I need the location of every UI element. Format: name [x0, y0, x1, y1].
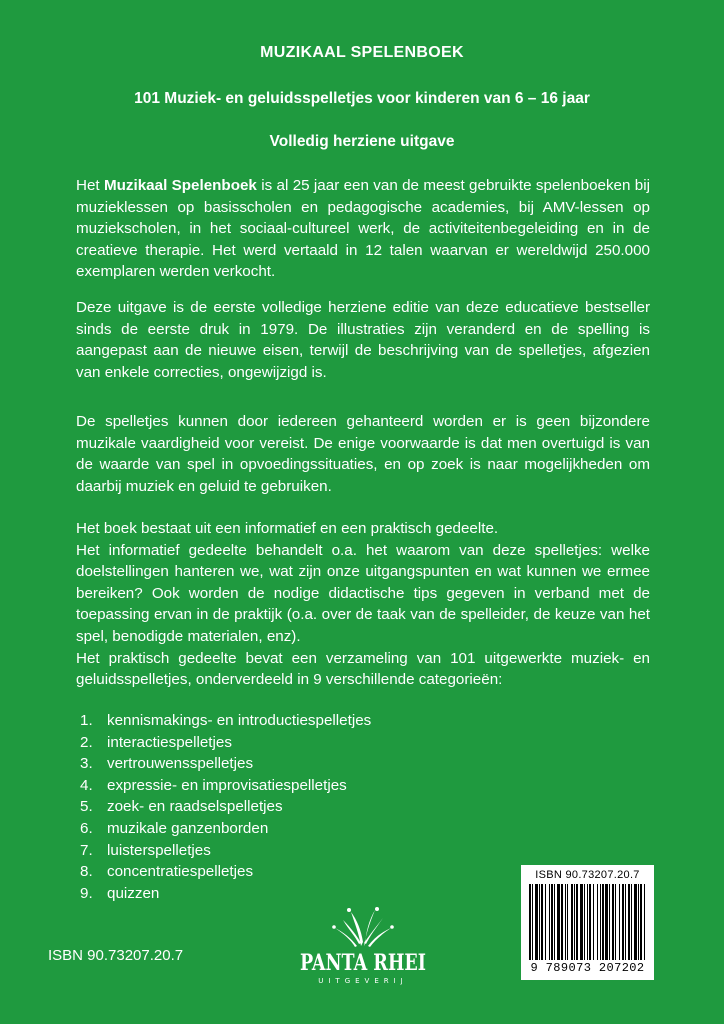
barcode-bar — [532, 884, 533, 960]
barcode-bar — [628, 884, 630, 960]
list-item-label: muzikale ganzenborden — [107, 819, 269, 837]
list-item-label: expressie- en improvisatiespelletjes — [107, 776, 347, 794]
barcode-bar — [565, 884, 566, 960]
barcode-bar — [549, 884, 550, 960]
barcode-bar — [631, 884, 632, 960]
structure-line-2: Het informatief gedeelte behandelt o.a. het waarom van deze spelletjes: welke doelstellingen hanteren we, wat zijn onze uitgangspunten en wat kunnen we ermee bereiken? Ook worden de nodige didactische tips gegeven in verband met de toepassing ervan in de praktijk (o.a. over de taak van de spelleider, de keuze van het spel, benodigde materialen, enz). — [76, 541, 650, 645]
list-item — [80, 732, 371, 754]
list-item-number: 3. — [80, 755, 93, 773]
list-item-label: vertrouwensspelletjes — [107, 755, 254, 773]
barcode-bar — [589, 884, 591, 960]
barcode-bar — [545, 884, 546, 960]
barcode-bar — [574, 884, 575, 960]
barcode-bar — [615, 884, 616, 960]
barcode-bar — [580, 884, 583, 960]
barcode-bar — [567, 884, 568, 960]
intro-paragraph — [76, 175, 650, 283]
barcode-bar — [619, 884, 620, 960]
structure-paragraph — [76, 518, 650, 691]
publisher-logo-subtext: UITGEVERIJ — [318, 977, 408, 985]
list-item-number: 9. — [80, 884, 93, 902]
list-item-label: quizzen — [107, 884, 160, 902]
list-item-label: luisterspelletjes — [107, 841, 211, 859]
usage-paragraph — [76, 411, 650, 497]
list-item — [80, 818, 371, 840]
barcode-bar — [600, 884, 601, 960]
intro-prefix: Het — [76, 177, 104, 194]
list-item — [80, 796, 371, 818]
list-item-label: concentratiespelletjes — [107, 863, 254, 881]
edition-paragraph — [76, 297, 650, 383]
barcode-box — [521, 865, 654, 980]
barcode-bar — [557, 884, 560, 960]
barcode — [529, 884, 646, 960]
list-item-number: 6. — [80, 819, 93, 837]
barcode-bar — [605, 884, 608, 960]
list-item — [80, 753, 371, 775]
publisher-logo-text: PANTA RHEI — [300, 950, 426, 976]
usage-text: De spelletjes kunnen door iedereen gehanteerd worden er is geen bijzondere muzikale vaardigheid voor vereist. De enige voorwaarde is dat men overtuigd is van de waarde van spel in opvoedingssituaties, en op zoek is naar mogelijkheden om daarbij muziek en geluid te gebruiken. — [76, 413, 650, 495]
list-item — [80, 840, 371, 862]
list-item-label: zoek- en raadselspelletjes — [107, 798, 283, 816]
list-item-label: kennismakings- en introductiespelletjes — [107, 712, 372, 729]
barcode-bar — [539, 884, 540, 960]
barcode-bar — [638, 884, 639, 960]
list-item — [80, 775, 371, 797]
barcode-bar — [609, 884, 610, 960]
list-item-number: 2. — [80, 733, 93, 751]
barcode-bar — [554, 884, 555, 960]
intro-rest: is al 25 jaar een van de meest gebruikte spelenboeken bij muzieklessen op basisscholen en pedagogische academies, bij AMV-lessen op muziekscholen, in het sociaal-cultureel werk, de activiteitenbegeleiding en in de creatieve therapie. Het werd vertaald in 12 talen waarvan er wereldwijd 250.000 exemplaren werden verkocht. — [76, 177, 650, 281]
list-item-number: 5. — [80, 798, 93, 816]
barcode-bar — [634, 884, 637, 960]
barcode-bar — [612, 884, 614, 960]
barcode-bar — [571, 884, 573, 960]
list-item-number: 1. — [80, 712, 93, 729]
barcode-bar — [640, 884, 642, 960]
barcode-bar — [593, 884, 594, 960]
isbn-text: ISBN 90.73207.20.7 — [48, 947, 184, 964]
barcode-bar — [541, 884, 543, 960]
barcode-bar — [576, 884, 578, 960]
intro-book-name: Muzikaal Spelenboek — [103, 177, 257, 194]
list-item — [80, 710, 371, 732]
barcode-bar — [535, 884, 538, 960]
barcode-bar — [551, 884, 553, 960]
category-list — [80, 710, 371, 904]
list-item-number: 7. — [80, 841, 93, 859]
list-item — [80, 883, 371, 905]
barcode-bar — [529, 884, 531, 960]
structure-line-3: Het praktisch gedeelte bevat een verzameling van 101 uitgewerkte muziek- en geluidsspelletjes, onderverdeeld in 9 verschillende categorieën: — [76, 649, 650, 689]
list-item — [80, 861, 371, 883]
book-title: MUZIKAAL SPELENBOEK — [260, 44, 464, 61]
barcode-bar — [587, 884, 588, 960]
list-item-number: 8. — [80, 863, 93, 881]
list-item-number: 4. — [80, 776, 93, 794]
barcode-bar — [584, 884, 585, 960]
barcode-bar — [602, 884, 604, 960]
list-item-label: interactiespelletjes — [107, 733, 232, 751]
barcode-bar — [561, 884, 563, 960]
edition-note: Volledig herziene uitgave — [269, 133, 455, 150]
barcode-digits: 9 789073 207202 — [530, 961, 645, 975]
barcode-isbn-label: ISBN 90.73207.20.7 — [535, 869, 640, 881]
barcode-bar — [644, 884, 645, 960]
structure-line-1: Het boek bestaat uit een informatief en een praktisch gedeelte. — [76, 520, 499, 537]
barcode-bar — [597, 884, 598, 960]
fountain-icon — [332, 907, 394, 947]
book-subtitle: 101 Muziek- en geluidsspelletjes voor kinderen van 6 – 16 jaar — [134, 90, 590, 107]
barcode-bar — [622, 884, 624, 960]
publisher-logo — [297, 906, 429, 986]
barcode-bar — [625, 884, 626, 960]
edition-text: Deze uitgave is de eerste volledige herziene editie van deze educatieve bestseller sinds de eerste druk in 1979. De illustraties zijn veranderd en de spelling is aangepast aan de nieuwe eisen, terwijl de beschrijving van de spelletjes, afgezien van enkele correcties, ongewijzigd is. — [76, 299, 650, 381]
